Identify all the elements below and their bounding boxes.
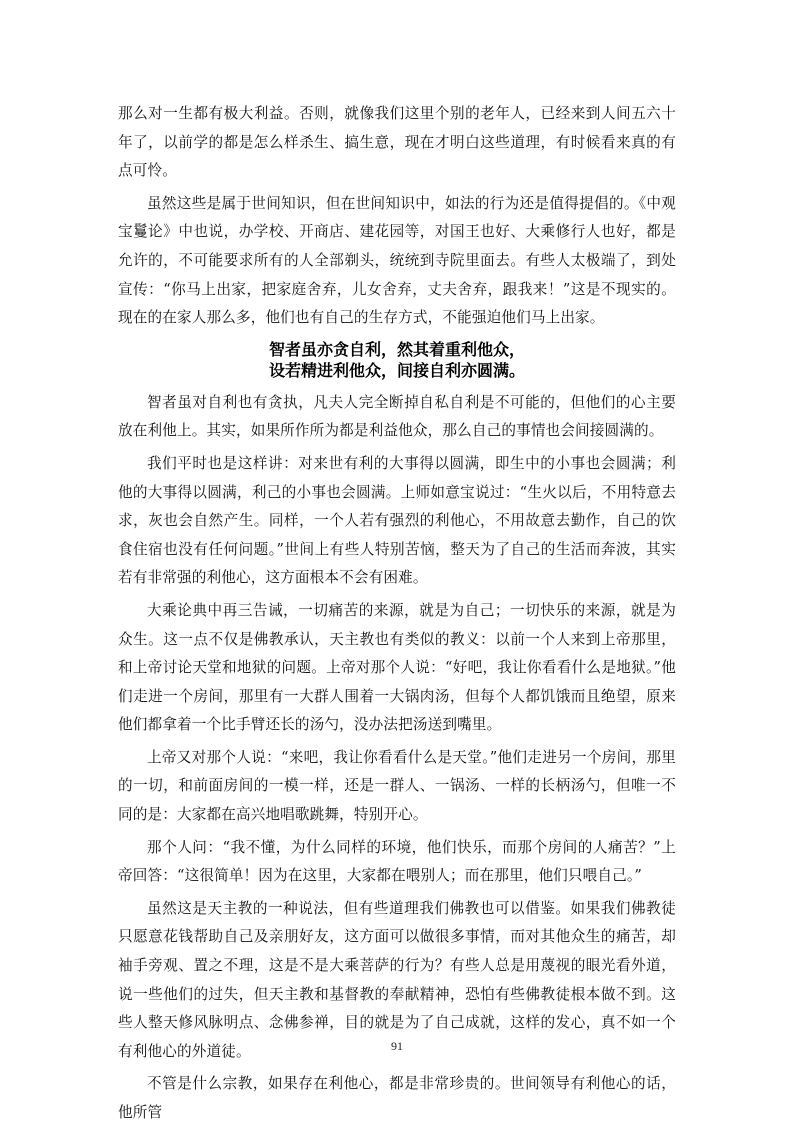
paragraph: 我们平时也是这样讲：对来世有利的大事得以圆满，即生中的小事也会圆满；利他的大事得以圆满，利己的小事也会圆满。上师如意宝说过：“生火以后，不用特意去求，灰也会自然产生。同样，一个人若有强烈的利他心，不用故意去勤作，自己的饮食住宿也没有任何问题。”世间上有些人特别苦恼，整天为了自己的生活而奔波，其实若有非常强的利他心，这方面根本不会有困难。: [118, 454, 676, 587]
paragraph-continuation: 那么对一生都有极大利益。否则，就像我们这里个别的老年人，已经来到人间五六十年了，以前学的都是怎么样杀生、搞生意，现在才明白这些道理，有时候看来真的有点可怜。: [118, 105, 676, 180]
paragraph: 上帝又对那个人说：“来吧，我让你看看什么是天堂。”他们走进另一个房间，那里的一切，和前面房间的一模一样，还是一群人、一锅汤、一样的长柄汤勺，但唯一不同的是：大家都在高兴地唱歌跳舞，特别开心。: [118, 748, 676, 824]
page-number: 91: [391, 1039, 403, 1053]
verse-line-2: 设若精进利他众，间接自利亦圆满。: [268, 360, 525, 380]
paragraph: 虽然这是天主教的一种说法，但有些道理我们佛教也可以借鉴。如果我们佛教徒只愿意花钱帮助自己及亲朋好友，这方面可以做很多事情，而对其他众生的痛苦，却袖手旁观、置之不理，这是不是大乘菩萨的行为？有些人总是用蔑视的眼光看外道，说一些他们的过失，但天主教和基督教的奉献精神，恐怕有些佛教徒根本做不到。这些人整天修风脉明点、念佛参禅，目的就是为了自己成就，这样的发心，真不如一个有利他心的外道徒。: [118, 899, 676, 1060]
paragraph: 智者虽对自利也有贪执，凡夫人完全断掉自私自利是不可能的，但他们的心主要放在利他上。其实，如果所作所为都是利益他众，那么自己的事情也会间接圆满的。: [118, 393, 676, 440]
paragraph: 不管是什么宗教，如果存在利他心，都是非常珍贵的。世间领导有利他心的话，他所管: [118, 1075, 676, 1121]
page-body: [118, 100, 676, 1132]
paragraph: 虽然这些是属于世间知识，但在世间知识中，如法的行为还是值得提倡的。《中观宝鬘论》中也说，办学校、开商店、建花园等，对国王也好、大乘修行人也好，都是允许的，不可能要求所有的人全部剃头，统统到寺院里面去。有些人太极端了，到处宣传：“你马上出家，把家庭舍弃，儿女舍弃，丈夫舍弃，跟我来！”这是不现实的。现在的在家人那么多，他们也有自己的生存方式，不能强迫他们马上出家。: [118, 194, 676, 327]
paragraph: 大乘论典中再三告诫，一切痛苦的来源，就是为自己；一切快乐的来源，就是为众生。这一点不仅是佛教承认，天主教也有类似的教义：以前一个人来到上帝那里，和上帝讨论天堂和地狱的问题。上帝对那个人说：“好吧，我让你看看什么是地狱。”他们走进一个房间，那里有一大群人围着一大锅肉汤，但每个人都饥饿而且绝望，原来他们都拿着一个比手臂还长的汤勺，没办法把汤送到嘴里。: [118, 601, 676, 734]
verse-line-1: 智者虽亦贪自利，然其着重利他众，: [268, 339, 525, 359]
verse-heading: [118, 339, 676, 381]
paragraph: 那个人问：“我不懂，为什么同样的环境，他们快乐，而那个房间的人痛苦？”上帝回答：“这很简单！因为在这里，大家都在喂别人；而在那里，他们只喂自己。”: [118, 838, 676, 885]
